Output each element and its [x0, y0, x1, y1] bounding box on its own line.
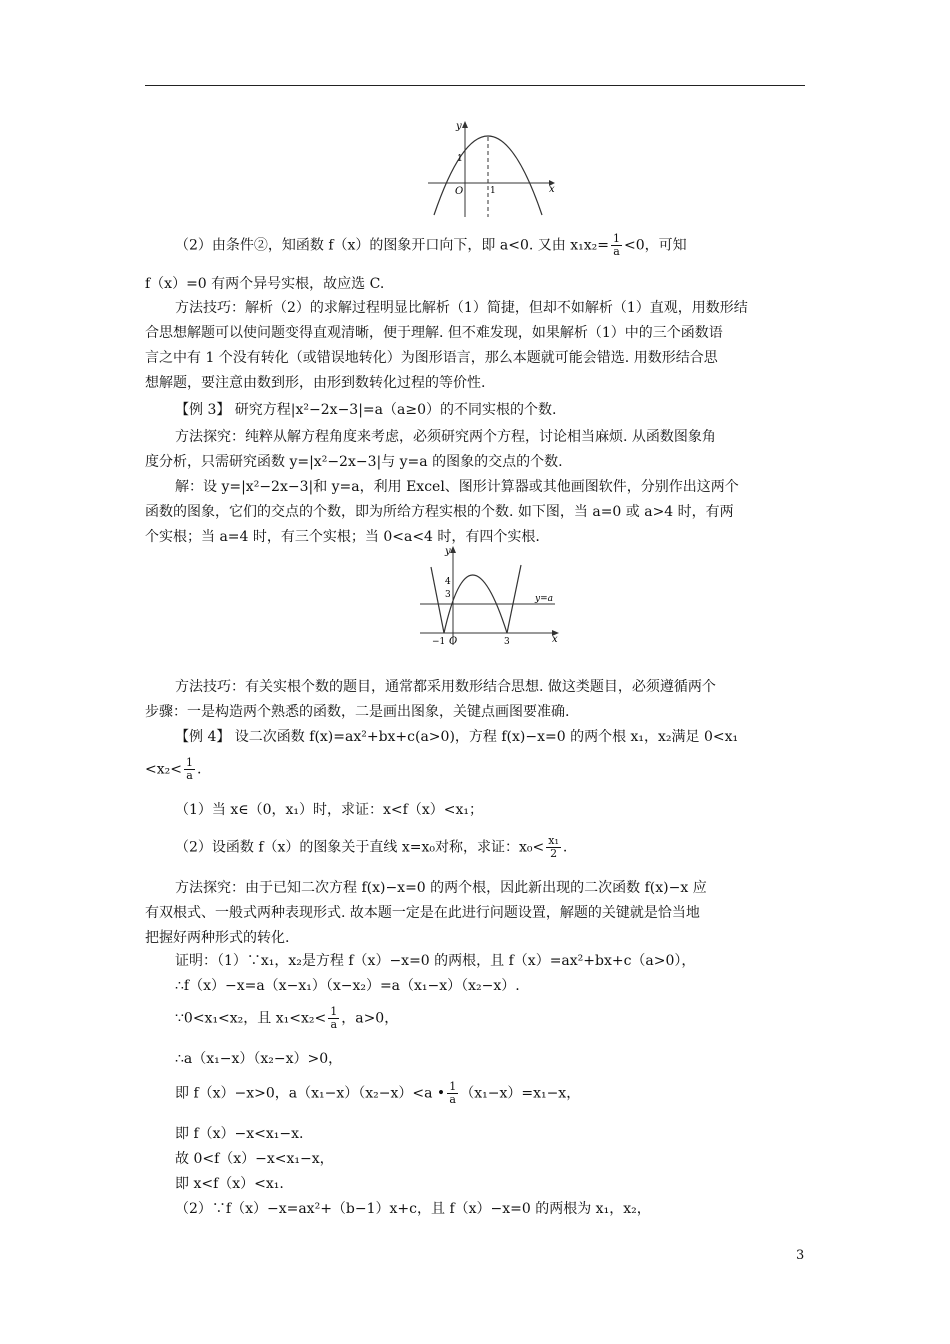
proof-line-9: （2）∵f（x）−x=ax²+（b−1）x+c，且 f（x）−x=0 的两根为 x₁，x₂，: [175, 1201, 651, 1217]
fig2-label-x3: 3: [504, 637, 510, 647]
question-1: （1）当 x∈（0，x₁）时，求证：x<f（x）<x₁；: [175, 802, 483, 818]
fraction: $\frac{1}{a}$: [449, 1080, 457, 1106]
fraction: $\frac{1}{a}$: [185, 756, 193, 782]
p3-line-4: 想解题，要注意由数到形，由形到数转化过程的等价性.: [145, 375, 486, 391]
fig2-label-4: 4: [445, 577, 451, 587]
p6-line-2: 步骤：一是构造两个熟悉的函数，二是画出图象，关键点画图要准确.: [145, 704, 570, 720]
proof-line-3: ∵0<x₁<x₂，且 x₁<x₂< $\frac{1}{a}$ ，a>0，: [175, 1005, 399, 1031]
fig2-x-label: x: [552, 634, 558, 645]
fig2-label-neg1: −1: [432, 637, 446, 647]
proof-line-5: 即 f（x）−x>0，a（x₁−x）（x₂−x）<a • $\frac{1}{a}$ （x₁−x）=x₁−x，: [175, 1080, 581, 1106]
fig1-origin: O: [455, 186, 464, 197]
proof-line-4: ∴a（x₁−x）（x₂−x）>0，: [175, 1051, 343, 1067]
p4-line-2: 度分析，只需研究函数 y=|x²−2x−3|与 y=a 的图象的交点的个数.: [145, 454, 563, 470]
fig1-x-label: x: [549, 184, 555, 195]
fraction: $\frac{1}{a}$: [612, 232, 620, 258]
fig1-one-x: 1: [490, 186, 496, 196]
p5-line-1: 解：设 y=|x²−2x−3|和 y=a，利用 Excel、图形计算器或其他画图软件，分别作出这两个: [175, 479, 739, 495]
p3-line-3: 言之中有 1 个没有转化（或错误地转化）为图形语言，那么本题就可能会错选. 用数形结合思: [145, 350, 718, 366]
p7-line-3: 把握好两种形式的转化.: [145, 930, 290, 946]
parabola-figure: [420, 115, 560, 220]
p2-line: f（x）=0 有两个异号实根，故应选 C.: [145, 276, 385, 292]
p7-line-1: 方法探究：由于已知二次方程 f(x)−x=0 的两个根，因此新出现的二次函数 f(x)−x 应: [175, 880, 707, 896]
page-number: 3: [796, 1248, 805, 1263]
fig2-origin: O: [449, 636, 458, 647]
p5-line-3: 个实根；当 a=4 时，有三个实根；当 0<a<4 时，有四个实根.: [145, 529, 540, 545]
example-3-title: 【例 3】 研究方程|x²−2x−3|=a（a≥0）的不同实根的个数.: [175, 402, 557, 418]
header-rule: [145, 85, 805, 86]
abs-quadratic-figure: [415, 540, 565, 650]
p3-line-2: 合思想解题可以使问题变得直观清晰，便于理解. 但不难发现，如果解析（1）中的三个函数语: [145, 325, 723, 341]
example-4-line-1: 【例 4】 设二次函数 f(x)=ax²+bx+c(a>0)，方程 f(x)−x=0 的两个根 x₁，x₂满足 0<x₁: [175, 729, 739, 745]
proof-line-2: ∴f（x）−x=a（x−x₁）（x−x₂）=a（x₁−x）（x₂−x）.: [175, 978, 520, 994]
proof-line-6: 即 f（x）−x<x₁−x.: [175, 1126, 304, 1142]
proof-line-8: 即 x<f（x）<x₁.: [175, 1176, 284, 1192]
p7-line-2: 有双根式、一般式两种表现形式. 故本题一定是在此进行问题设置，解题的关键就是恰当地: [145, 905, 700, 921]
fig1-one-y: 1: [457, 154, 463, 164]
example-4-line-2: <x₂< $\frac{1}{a}$ .: [145, 756, 202, 782]
fig2-label-3: 3: [445, 590, 451, 600]
fig2-y-label: y: [445, 546, 451, 557]
question-2: （2）设函数 f（x）的图象关于直线 x=x₀对称，求证：x₀< $\frac{\text{x₁}}{2}$ .: [175, 834, 568, 860]
proof-line-1: 证明：（1）∵x₁，x₂是方程 f（x）−x=0 的两根，且 f（x）=ax²+bx+c（a>0），: [175, 953, 696, 969]
fig2-label-ya: y=a: [535, 594, 553, 604]
p5-line-2: 函数的图象，它们的交点的个数，即为所给方程实根的个数. 如下图，当 a=0 或 a>4 时，有两: [145, 504, 734, 520]
fig1-y-label: y: [456, 121, 462, 132]
p3-line-1: 方法技巧：解析（2）的求解过程明显比解析（1）简捷，但却不如解析（1）直观，用数形结: [175, 300, 748, 316]
fraction: $\frac{1}{a}$: [330, 1005, 338, 1031]
p1-line: （2）由条件②，知函数 f（x）的图象开口向下，即 a<0. 又由 x₁x₂= $\frac{1}{a}$ <0，可知: [175, 232, 687, 258]
fraction: $\frac{\text{x₁}}{2}$: [548, 834, 559, 860]
proof-line-7: 故 0<f（x）−x<x₁−x，: [175, 1151, 334, 1167]
p4-line-1: 方法探究：纯粹从解方程角度来考虑，必须研究两个方程，讨论相当麻烦. 从函数图象角: [175, 429, 716, 445]
p6-line-1: 方法技巧：有关实根个数的题目，通常都采用数形结合思想. 做这类题目，必须遵循两个: [175, 679, 716, 695]
